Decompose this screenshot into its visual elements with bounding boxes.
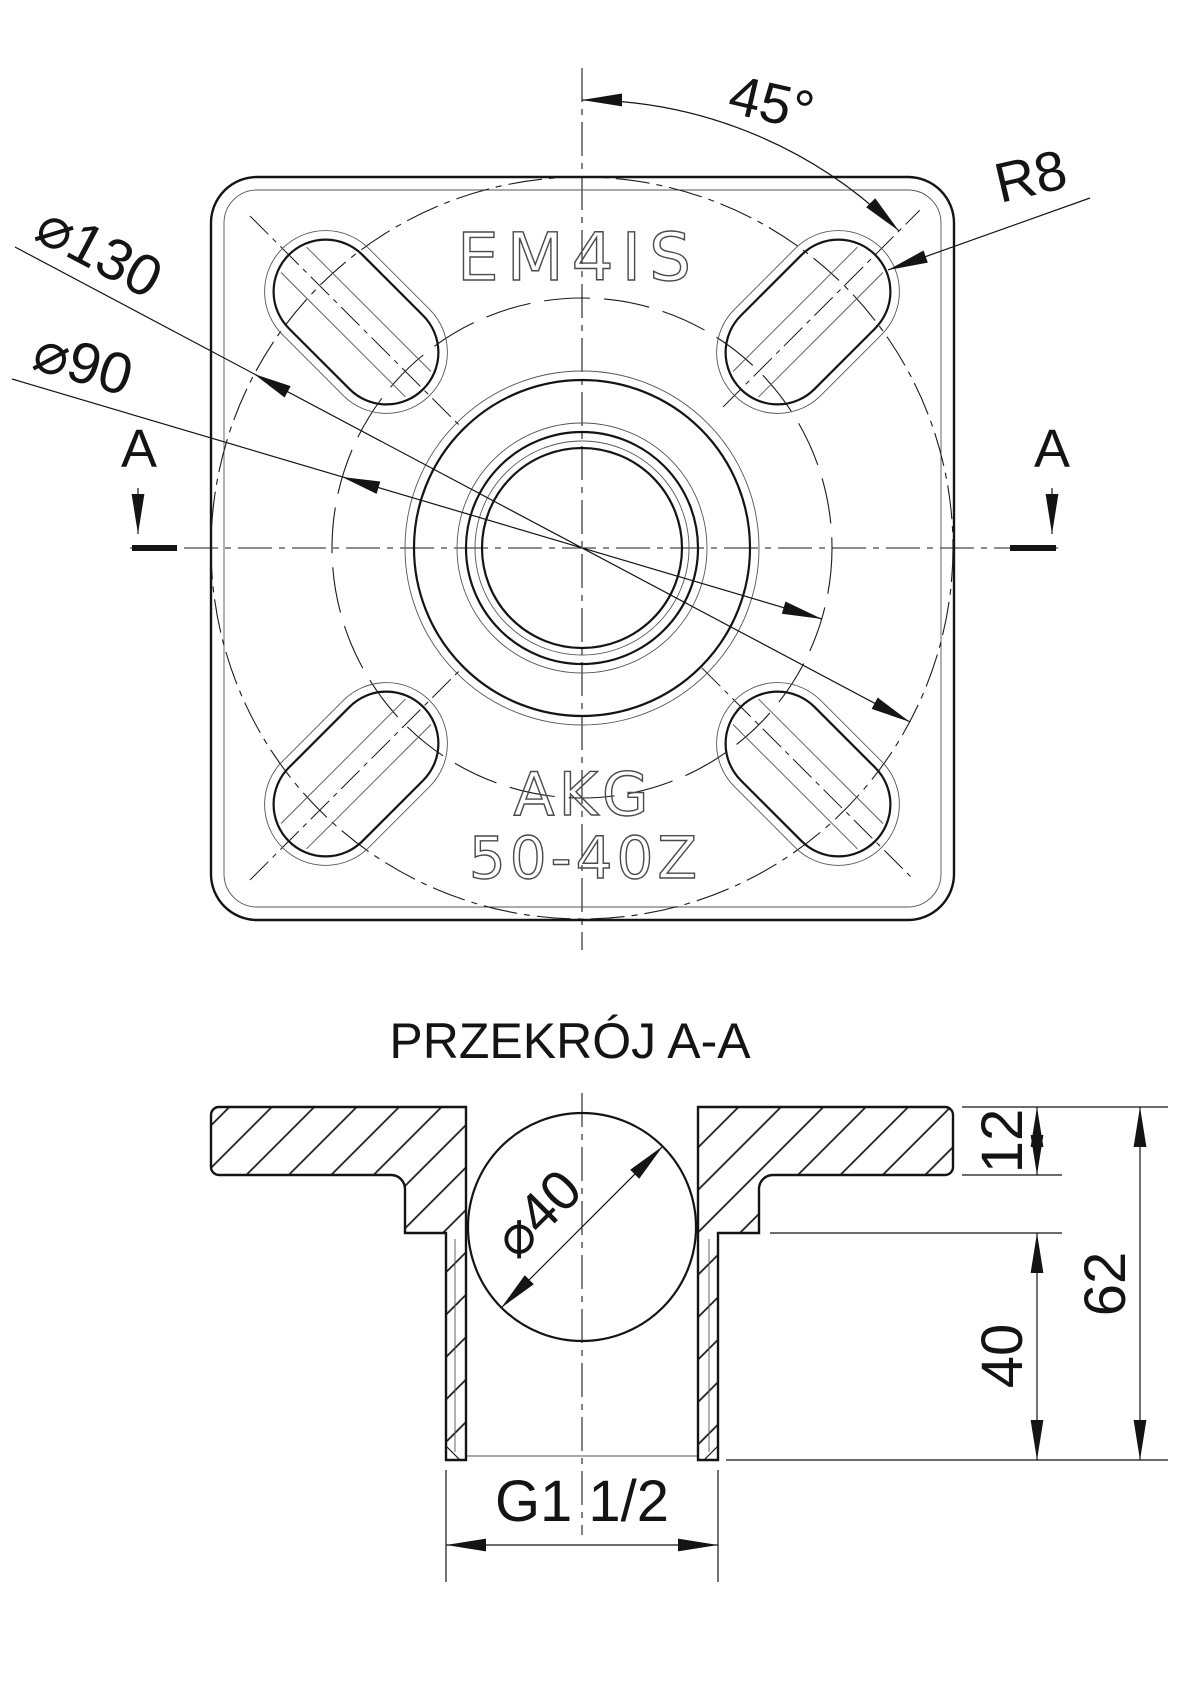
- section-cut-marker-right: [1010, 419, 1070, 548]
- dim-label: 40: [970, 1323, 1035, 1389]
- dim-label: ⌀40: [480, 1157, 594, 1270]
- engraving-50-40z: 50-40Z: [468, 824, 702, 892]
- dim-arrowhead: [342, 477, 380, 494]
- dim-arrowhead: [254, 374, 291, 398]
- leader-line: [888, 198, 1090, 270]
- slot-axis-centerline: [723, 210, 920, 407]
- slot-top-right: [680, 167, 963, 450]
- dim-label: 12: [970, 1108, 1035, 1174]
- section-letter: A: [1033, 419, 1071, 479]
- dim-label: ⌀90: [26, 318, 141, 409]
- slot-chamfer-line: [281, 273, 405, 397]
- dim-slot-angle: [582, 62, 899, 231]
- dim-corner-radius: [888, 137, 1090, 270]
- cut-material-right: [698, 1107, 953, 1460]
- dim-flange-thickness: [962, 1107, 1168, 1175]
- section-title: PRZEKRÓJ A-A: [389, 1013, 751, 1069]
- slot-chamfer-line: [759, 273, 883, 397]
- dim-thread-size: [446, 1469, 718, 1582]
- slot-axis-centerline: [702, 668, 914, 880]
- slot-bottom-right: [659, 625, 957, 923]
- top-view: [12, 62, 1090, 950]
- engraving-akg: AKG: [513, 760, 653, 830]
- dim-label: ⌀130: [25, 192, 173, 312]
- slot-chamfer-line: [759, 699, 883, 823]
- slot-axis-centerline: [250, 216, 462, 428]
- dim-line: [15, 247, 910, 722]
- dim-label: R8: [988, 137, 1073, 215]
- dim-thread-length: [770, 1233, 1062, 1460]
- section-letter: A: [120, 419, 158, 479]
- slot-chamfer-line: [733, 247, 857, 371]
- slot-chamfer-line: [307, 725, 431, 849]
- engraving-em4is: EM4IS: [457, 219, 699, 296]
- slot-chamfer-line: [733, 725, 857, 849]
- dim-ball-bore: [481, 1146, 663, 1308]
- slot-bottom-left: [207, 625, 505, 923]
- slot-axis-centerline: [250, 668, 462, 880]
- cut-material-left: [211, 1107, 466, 1460]
- dim-label: G1 1/2: [494, 1469, 670, 1534]
- slot-top-left: [207, 173, 505, 471]
- section-cut-marker-left: [121, 419, 177, 548]
- dim-label: 62: [1073, 1251, 1138, 1317]
- dim-label: 45°: [723, 62, 820, 143]
- slot-chamfer-line: [281, 699, 405, 823]
- slot-chamfer-line: [307, 247, 431, 371]
- section-view: [211, 1013, 1168, 1582]
